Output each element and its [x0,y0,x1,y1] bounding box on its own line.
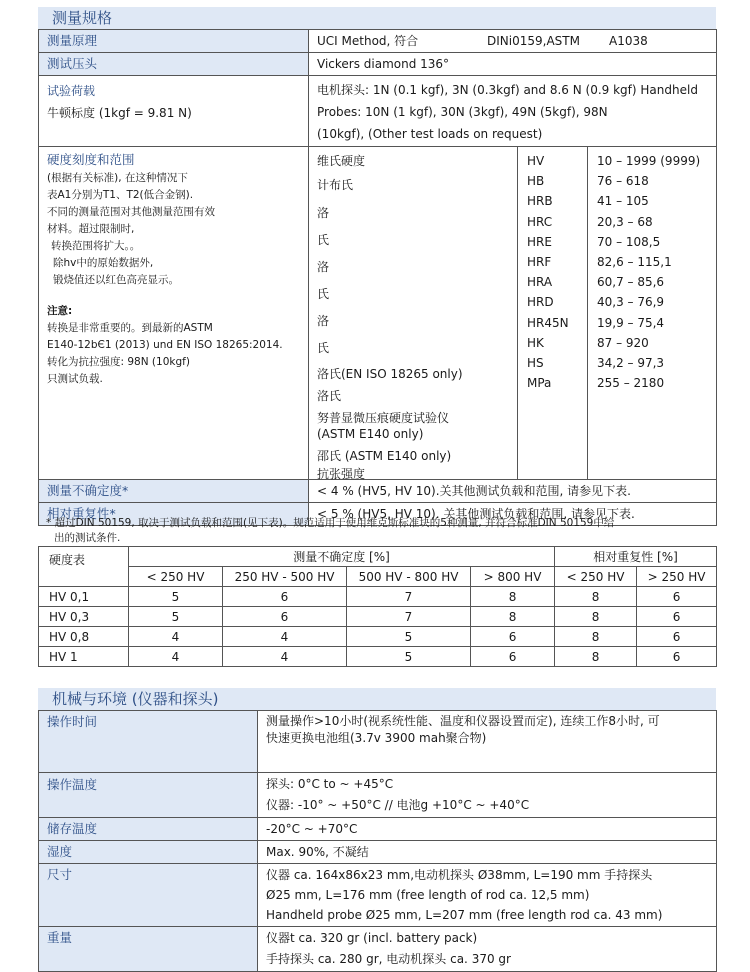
uncertainty-value: < 4 % (HV5, HV 10).关其他测试负载和范围, 请参见下表. [309,480,717,503]
table-cell: 4 [129,627,223,647]
table-cell: 6 [223,587,347,607]
section-title-mechanical: 机械与环境 (仪器和探头) [38,688,716,710]
optemp-label: 操作温度 [39,773,258,818]
range-item: 20,3 – 68 [597,214,653,229]
scales-note-line: 表A1分别为T1、T2(低合金钢). [47,189,194,201]
principle-value [309,30,717,53]
optemp-line-2: 仪器: -10° ~ +50°C // 电池g +10°C ~ +40°C [266,798,530,812]
scales-value-cell [309,147,717,480]
size-line-1: 仪器 ca. 164x86x23 mm,电动机探头 Ø38mm, L=190 mm 手持探头 [266,868,653,882]
code-item: HRF [527,255,552,270]
size-value [258,864,717,927]
optime-label: 操作时间 [39,711,258,773]
mech-row-size [39,864,717,927]
mech-row-optemp [39,773,717,818]
range-item: 40,3 – 76,9 [597,295,665,310]
mech-row-storage [39,818,717,841]
uncertainty-label: 测量不确定度* [39,480,309,503]
code-item: HV [527,154,545,168]
load-value-cell [309,76,717,147]
principle-text: UCI Method, 符合 [317,34,419,48]
column-header: > 250 HV [637,567,717,587]
repeatability-value: < 5 % (HV5, HV 10). 关其他测试负载和范围, 请参见下表. [309,503,717,526]
mech-row-weight [39,927,717,972]
table-cell: 7 [347,607,471,627]
method-item: 努普显微压痕硬度试验仪 [317,411,450,425]
optime-value [258,711,717,773]
table-cell: 5 [129,607,223,627]
column-header: < 250 HV [555,567,637,587]
range-item: 82,6 – 115,1 [597,255,672,270]
scales-divider-2 [587,147,588,480]
table-cell: 8 [471,587,555,607]
code-item: HRB [527,194,553,209]
method-item: 抗张强度 [317,467,366,481]
range-item: 76 – 618 [597,174,649,189]
range-item: 255 – 2180 [597,376,665,391]
scales-label-cell [39,147,309,480]
indenter-value: Vickers diamond 136° [309,53,717,76]
table-cell: 6 [637,647,717,667]
table-row [39,587,717,607]
uncertainty-group-header: 测量不确定度 [%] [129,547,555,567]
size-line-3: Handheld probe Ø25 mm, L=207 mm (free length rod ca. 43 mm) [266,908,663,922]
code-item: HB [527,174,545,189]
scales-note-line: 锻烧值还以红色高亮显示。 [53,274,179,286]
principle-standard-1: DINi0159,ASTM [487,34,580,48]
spec-row-uncertainty [39,480,717,503]
table-cell: 4 [129,647,223,667]
storage-label: 储存温度 [39,818,258,841]
table-cell: 8 [555,647,637,667]
table-cell: 6 [471,647,555,667]
method-item: (ASTM E140 only) [317,427,424,441]
table-cell: 6 [637,587,717,607]
hardness-scale-header: 硬度表 [39,547,129,587]
optime-line-1: 测量操作>10小时(视系统性能、温度和仪器设置而定), 连续工作8小时, 可 [266,714,660,728]
scales-note-line: (根据有关标准), 在这种情况下 [47,172,188,184]
table-cell: 5 [347,647,471,667]
spec-row-principle [39,30,717,53]
range-item: 19,9 – 75,4 [597,315,665,330]
scales-ranges [597,151,700,393]
table-cell: 8 [555,587,637,607]
size-line-2: Ø25 mm, L=176 mm (free length of rod ca. 12,5 mm) [266,888,590,902]
attention-line: 转换是非常重要的。到最新的ASTM [47,322,213,334]
method-item: 计布氏 [317,178,354,192]
scales-codes [527,151,569,393]
table-cell: HV 0,1 [39,587,129,607]
table-cell: 6 [637,607,717,627]
table-cell: 6 [637,627,717,647]
size-label: 尺寸 [39,864,258,927]
load-line-1: 电机探头: 1N (0.1 kgf), 3N (0.3kgf) and 8.6 N (0.9 kgf) Handheld [317,83,698,97]
method-item: 氏 [317,287,330,301]
principle-label: 测量原理 [39,30,309,53]
weight-value [258,927,717,972]
attention-line: 转化为抗拉强度: 98N (10kgf) [47,356,190,368]
spec-row-load [39,76,717,147]
spec-table [38,29,717,526]
table-cell: 8 [555,627,637,647]
table-cell: HV 0,8 [39,627,129,647]
method-item: 氏 [317,233,330,247]
code-item: HRC [527,214,553,229]
table-cell: 4 [223,647,347,667]
range-item: 70 – 108,5 [597,234,661,249]
method-item: 洛氏 [317,389,342,403]
code-item: MPa [527,376,552,391]
method-item: 氏 [317,341,330,355]
spec-row-indenter [39,53,717,76]
method-item: 维氏硬度 [317,154,366,168]
spec-row-scales [39,147,717,480]
table-cell: 8 [471,607,555,627]
range-item: 41 – 105 [597,194,649,209]
section-title-measurement: 测量规格 [38,7,716,29]
repeatability-group-header: 相对重复性 [%] [555,547,717,567]
footnote-line-1: * 超过DIN 50159, 取决于测试负载和范围(见下表)。规范适用于使用维克斯标准块的5种测量, 并符合标准DIN 50159中给 [46,517,615,529]
scales-label: 硬度刻度和范围 [47,152,135,167]
optime-line-2: 快速更换电池组(3.7v 3900 mah聚合物) [266,731,487,745]
method-item: 邵氏 (ASTM E140 only) [317,449,452,463]
table-cell: 6 [471,627,555,647]
method-item: 洛 [317,314,330,328]
column-header: > 800 HV [471,567,555,587]
code-item: HK [527,335,544,350]
table-cell: HV 1 [39,647,129,667]
mech-row-humidity [39,841,717,864]
principle-standard-2: A1038 [609,34,648,48]
mechanical-table [38,710,717,972]
load-line-2: Probes: 10N (1 kgf), 30N (3kgf), 49N (5kgf), 98N [317,105,608,119]
range-item: 87 – 920 [597,335,649,350]
uncertainty-table [38,546,717,667]
humidity-label: 湿度 [39,841,258,864]
humidity-value: Max. 90%, 不凝结 [258,841,717,864]
weight-label: 重量 [39,927,258,972]
scales-note-line: 材料。超过限制时, [47,223,135,235]
range-item: 34,2 – 97,3 [597,356,665,371]
indenter-label: 测试压头 [39,53,309,76]
scales-note-line: 转换范围将扩大。。 [51,240,141,252]
table-cell: HV 0,3 [39,607,129,627]
table-cell: 7 [347,587,471,607]
range-item: 60,7 – 85,6 [597,275,665,290]
method-item: 洛 [317,260,330,274]
attention-title: 注意: [47,305,73,317]
code-item: HRE [527,234,552,249]
table-row [39,647,717,667]
uncertainty-table-header [39,547,717,567]
scales-attention [47,303,300,388]
footnote [46,516,706,546]
table-cell: 5 [347,627,471,647]
scales-divider-1 [517,147,518,480]
code-item: HR45N [527,315,569,330]
load-sublabel: 牛顿标度 (1kgf = 9.81 N) [47,106,192,120]
table-row [39,627,717,647]
scales-note-line: 除hv中的原始数据外, [53,257,154,269]
weight-line-1: 仪器t ca. 320 gr (incl. battery pack) [266,931,478,945]
load-label: 试验荷载 [47,84,96,98]
table-cell: 8 [555,607,637,627]
load-line-3: (10kgf), (Other test loads on request) [317,127,543,141]
range-item: 10 – 1999 (9999) [597,154,701,168]
optemp-line-1: 探头: 0°C to ~ +45°C [266,777,394,791]
code-item: HRD [527,295,554,310]
table-row [39,607,717,627]
table-cell: 4 [223,627,347,647]
load-label-cell [39,76,309,147]
repeatability-label: 相对重复性* [39,503,309,526]
table-cell: 5 [129,587,223,607]
attention-line: 只测试负载. [47,373,103,385]
scales-methods [317,151,517,482]
scales-note-line: 不同的测量范围对其他测量范围有效 [47,206,215,218]
mech-row-optime [39,711,717,773]
optemp-value [258,773,717,818]
method-item: 洛 [317,206,330,220]
column-header: 500 HV - 800 HV [347,567,471,587]
storage-value: -20°C ~ +70°C [258,818,717,841]
code-item: HS [527,356,544,371]
table-cell: 6 [223,607,347,627]
scales-notes [47,170,300,289]
code-item: HRA [527,275,553,290]
weight-line-2: 手持探头 ca. 280 gr, 电动机探头 ca. 370 gr [266,952,511,966]
method-item: 洛氏(EN ISO 18265 only) [317,367,463,381]
column-header: < 250 HV [129,567,223,587]
attention-line: E140-12bЄ1 (2013) und EN ISO 18265:2014. [47,339,283,351]
footnote-line-2: 出的测试条件. [54,532,121,544]
column-header: 250 HV - 500 HV [223,567,347,587]
uncertainty-table-subheader [39,567,717,587]
